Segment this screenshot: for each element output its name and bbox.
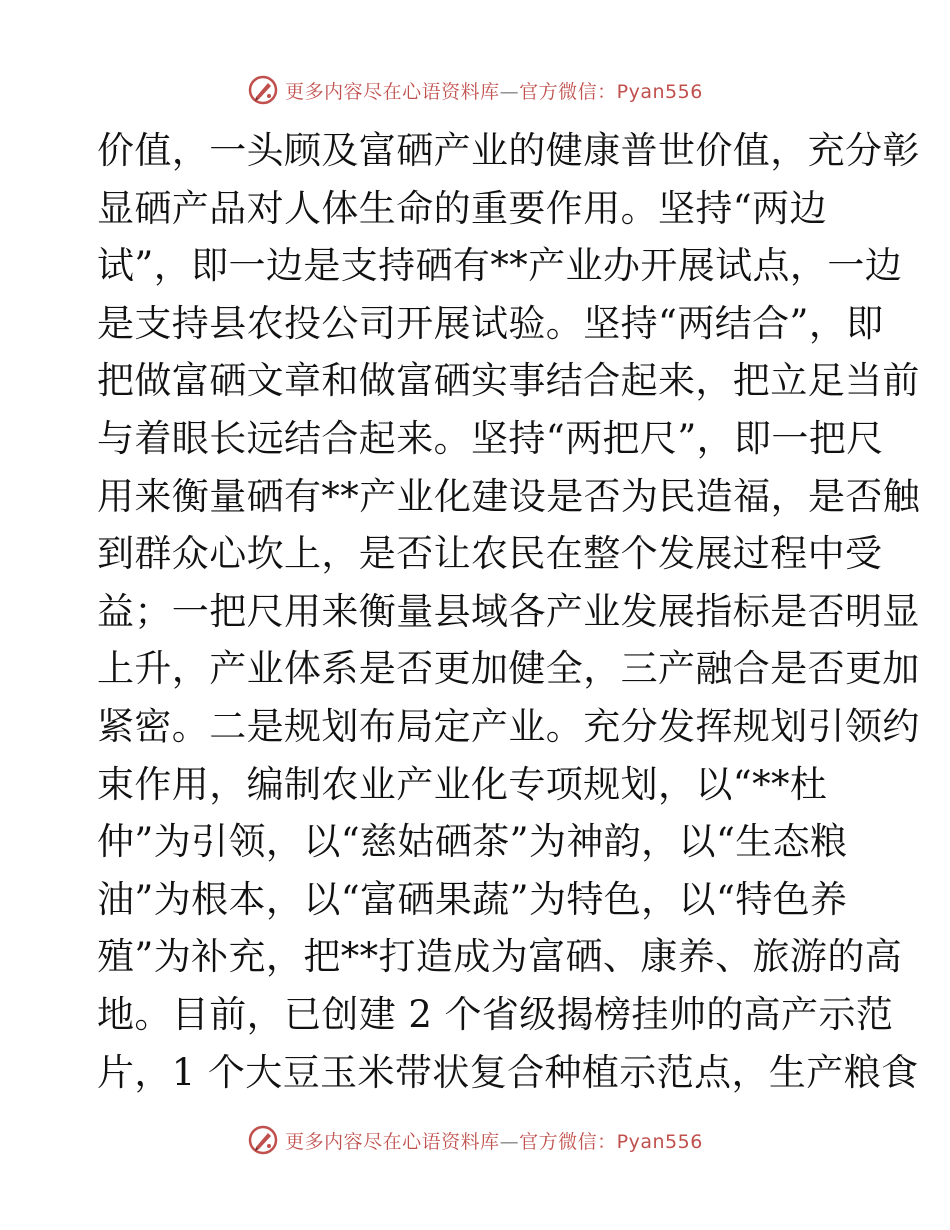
text-line: 紧密。二是规划布局定产业。充分发挥规划引领约 (97, 704, 920, 748)
text-line: 显硒产品对人体生命的重要作用。坚持“两边 (97, 186, 827, 230)
document-body (97, 122, 921, 1101)
text-line: 殖”为补充，把**打造成为富硒、康养、旅游的高 (97, 935, 903, 979)
footer-banner (0, 1120, 950, 1160)
header-banner-text: 更多内容尽在心语资料库—官方微信：Pyan556 (285, 80, 703, 103)
text-line: 把做富硒文章和做富硒实事结合起来，把立足当前 (97, 359, 920, 403)
text-line: 益；一把尺用来衡量县域各产业发展指标是否明显 (97, 589, 920, 633)
footer-banner-text: 更多内容尽在心语资料库—官方微信：Pyan556 (285, 1130, 703, 1153)
header-banner (0, 70, 950, 110)
text-line: 上升，产业体系是否更加健全，三产融合是否更加 (97, 647, 920, 691)
text-line: 用来衡量硒有**产业化建设是否为民造福，是否触 (97, 474, 921, 518)
text-line: 到群众心坎上，是否让农民在整个发展过程中受 (97, 532, 883, 576)
text-line: 试”，即一边是支持硒有**产业办开展试点，一边 (97, 244, 903, 288)
pen-seal-icon (247, 1124, 279, 1156)
text-line: 与着眼长远结合起来。坚持“两把尺”，即一把尺 (97, 416, 884, 460)
text-line: 是支持县农投公司开展试验。坚持“两结合”，即 (97, 301, 884, 345)
text-line: 地。目前，已创建 2 个省级揭榜挂帅的高产示范 (97, 992, 894, 1036)
text-line: 束作用，编制农业产业化专项规划，以“**杜 (97, 762, 828, 806)
text-line: 仲”为引领，以“慈姑硒茶”为神韵，以“生态粮 (97, 820, 848, 864)
text-line: 价值，一头顾及富硒产业的健康普世价值，充分彰 (97, 129, 920, 172)
text-line: 油”为根本，以“富硒果蔬”为特色，以“特色养 (97, 877, 848, 921)
text-line: 片，1 个大豆玉米带状复合种植示范点，生产粮食 (97, 1050, 919, 1094)
pen-seal-icon (247, 74, 279, 106)
